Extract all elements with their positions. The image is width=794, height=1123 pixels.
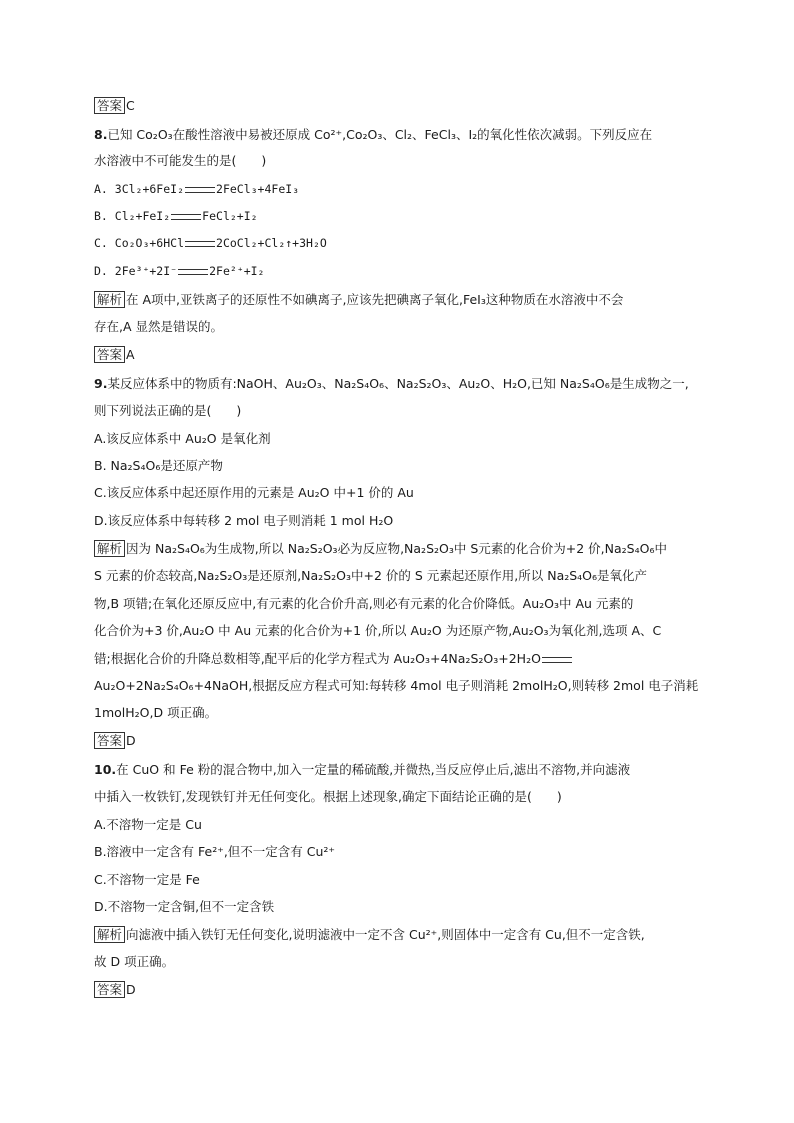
q9-analysis-line4: 化合价为+3 价,Au₂O 中 Au 元素的化合价为+1 价,所以 Au₂O 为还原产物,Au₂O₃为氧化剂,选项 A、C <box>94 623 662 638</box>
answer-tag: 答案 <box>94 732 125 749</box>
q8-option-d <box>94 262 264 280</box>
answer-value: D <box>126 982 136 997</box>
equation-right: 2CoCl₂+Cl₂↑+3H₂O <box>216 236 327 250</box>
q8-option-b <box>94 207 258 225</box>
q10-stem-line2: 中插入一枚铁钉,发现铁钉并无任何变化。根据上述现象,确定下面结论正确的是( ) <box>94 789 562 804</box>
equals-sign <box>171 214 201 220</box>
answer-line-q7 <box>94 97 135 115</box>
equation-right: FeCl₂+I₂ <box>202 209 258 223</box>
analysis-text: 向滤液中插入铁钉无任何变化,说明滤液中一定不含 Cu²⁺,则固体中一定含有 Cu,但不一定含铁, <box>126 927 645 942</box>
q10-analysis-line1 <box>94 926 645 944</box>
q9-stem-line1 <box>94 375 689 393</box>
q9-stem-line2: 则下列说法正确的是( ) <box>94 403 242 418</box>
q9-option-b: B. Na₂S₄O₆是还原产物 <box>94 458 223 473</box>
question-number: 10. <box>94 762 117 777</box>
analysis-text: 在 A项中,亚铁离子的还原性不如碘离子,应该先把碘离子氧化,FeI₃这种物质在水溶液中不会 <box>126 292 624 307</box>
q9-analysis-line5 <box>94 650 573 668</box>
equation-right: 2Fe²⁺+I₂ <box>209 264 265 278</box>
question-number: 9. <box>94 376 108 391</box>
q9-analysis-line1 <box>94 540 667 558</box>
answer-value: C <box>126 98 135 113</box>
answer-tag: 答案 <box>94 346 125 363</box>
q8-option-a <box>94 180 299 198</box>
equals-sign <box>542 657 572 663</box>
answer-value: D <box>126 733 136 748</box>
answer-tag: 答案 <box>94 97 125 114</box>
q8-option-c <box>94 234 327 252</box>
q8-stem-line2: 水溶液中不可能发生的是( ) <box>94 153 267 168</box>
question-text: 某反应体系中的物质有:NaOH、Au₂O₃、Na₂S₄O₆、Na₂S₂O₃、Au₂O、H₂O,已知 Na₂S₄O₆是生成物之一, <box>107 376 689 391</box>
q8-analysis-line1 <box>94 291 623 309</box>
q9-option-d: D.该反应体系中每转移 2 mol 电子则消耗 1 mol H₂O <box>94 513 394 528</box>
q9-option-a: A.该反应体系中 Au₂O 是氧化剂 <box>94 431 271 446</box>
q9-analysis-line3: 物,B 项错;在氧化还原反应中,有元素的化合价升高,则必有元素的化合价降低。Au₂O₃中 Au 元素的 <box>94 596 634 611</box>
q10-stem-line1 <box>94 761 630 779</box>
q10-option-c: C.不溶物一定是 Fe <box>94 872 200 887</box>
question-text: 已知 Co₂O₃在酸性溶液中易被还原成 Co²⁺,Co₂O₃、Cl₂、FeCl₃、I₂的氧化性依次减弱。下列反应在 <box>107 127 653 142</box>
equals-sign <box>178 269 208 275</box>
analysis-text: 因为 Na₂S₄O₆为生成物,所以 Na₂S₂O₃必为反应物,Na₂S₂O₃中 S元素的化合价为+2 价,Na₂S₄O₆中 <box>126 541 667 556</box>
q10-option-b: B.溶液中一定含有 Fe²⁺,但不一定含有 Cu²⁺ <box>94 844 336 859</box>
equation-left: A. 3Cl₂+6FeI₂ <box>94 182 185 196</box>
analysis-tag: 解析 <box>94 540 125 557</box>
equation-left: B. Cl₂+FeI₂ <box>94 209 171 223</box>
q9-answer <box>94 732 136 750</box>
q9-analysis-line6: Au₂O+2Na₂S₄O₆+4NaOH,根据反应方程式可知:每转移 4mol 电子则消耗 2molH₂O,则转移 2mol 电子消耗 <box>94 678 699 693</box>
q9-option-c: C.该反应体系中起还原作用的元素是 Au₂O 中+1 价的 Au <box>94 485 414 500</box>
q8-analysis-line2: 存在,A 显然是错误的。 <box>94 319 223 334</box>
equation-left: C. Co₂O₃+6HCl <box>94 236 185 250</box>
q10-option-a: A.不溶物一定是 Cu <box>94 817 202 832</box>
q10-option-d: D.不溶物一定含铜,但不一定含铁 <box>94 899 275 914</box>
q9-analysis-line2: S 元素的价态较高,Na₂S₂O₃是还原剂,Na₂S₂O₃中+2 价的 S 元素起还原作用,所以 Na₂S₄O₆是氧化产 <box>94 568 648 583</box>
analysis-tag: 解析 <box>94 926 125 943</box>
equals-sign <box>185 241 215 247</box>
answer-tag: 答案 <box>94 981 125 998</box>
equation-right: 2FeCl₃+4FeI₃ <box>216 182 300 196</box>
q10-analysis-line2: 故 D 项正确。 <box>94 954 175 969</box>
equation-left: D. 2Fe³⁺+2I⁻ <box>94 264 178 278</box>
question-number: 8. <box>94 127 108 142</box>
analysis-tag: 解析 <box>94 291 125 308</box>
question-text: 在 CuO 和 Fe 粉的混合物中,加入一定量的稀硫酸,并微热,当反应停止后,滤出不溶物,并向滤液 <box>116 762 631 777</box>
analysis-text: 错;根据化合价的升降总数相等,配平后的化学方程式为 Au₂O₃+4Na₂S₂O₃+2H₂O <box>94 651 541 666</box>
q9-analysis-line7: 1molH₂O,D 项正确。 <box>94 705 218 720</box>
answer-value: A <box>126 347 135 362</box>
q8-stem-line1 <box>94 126 652 144</box>
q10-answer <box>94 981 136 999</box>
equals-sign <box>185 187 215 193</box>
q8-answer <box>94 346 135 364</box>
